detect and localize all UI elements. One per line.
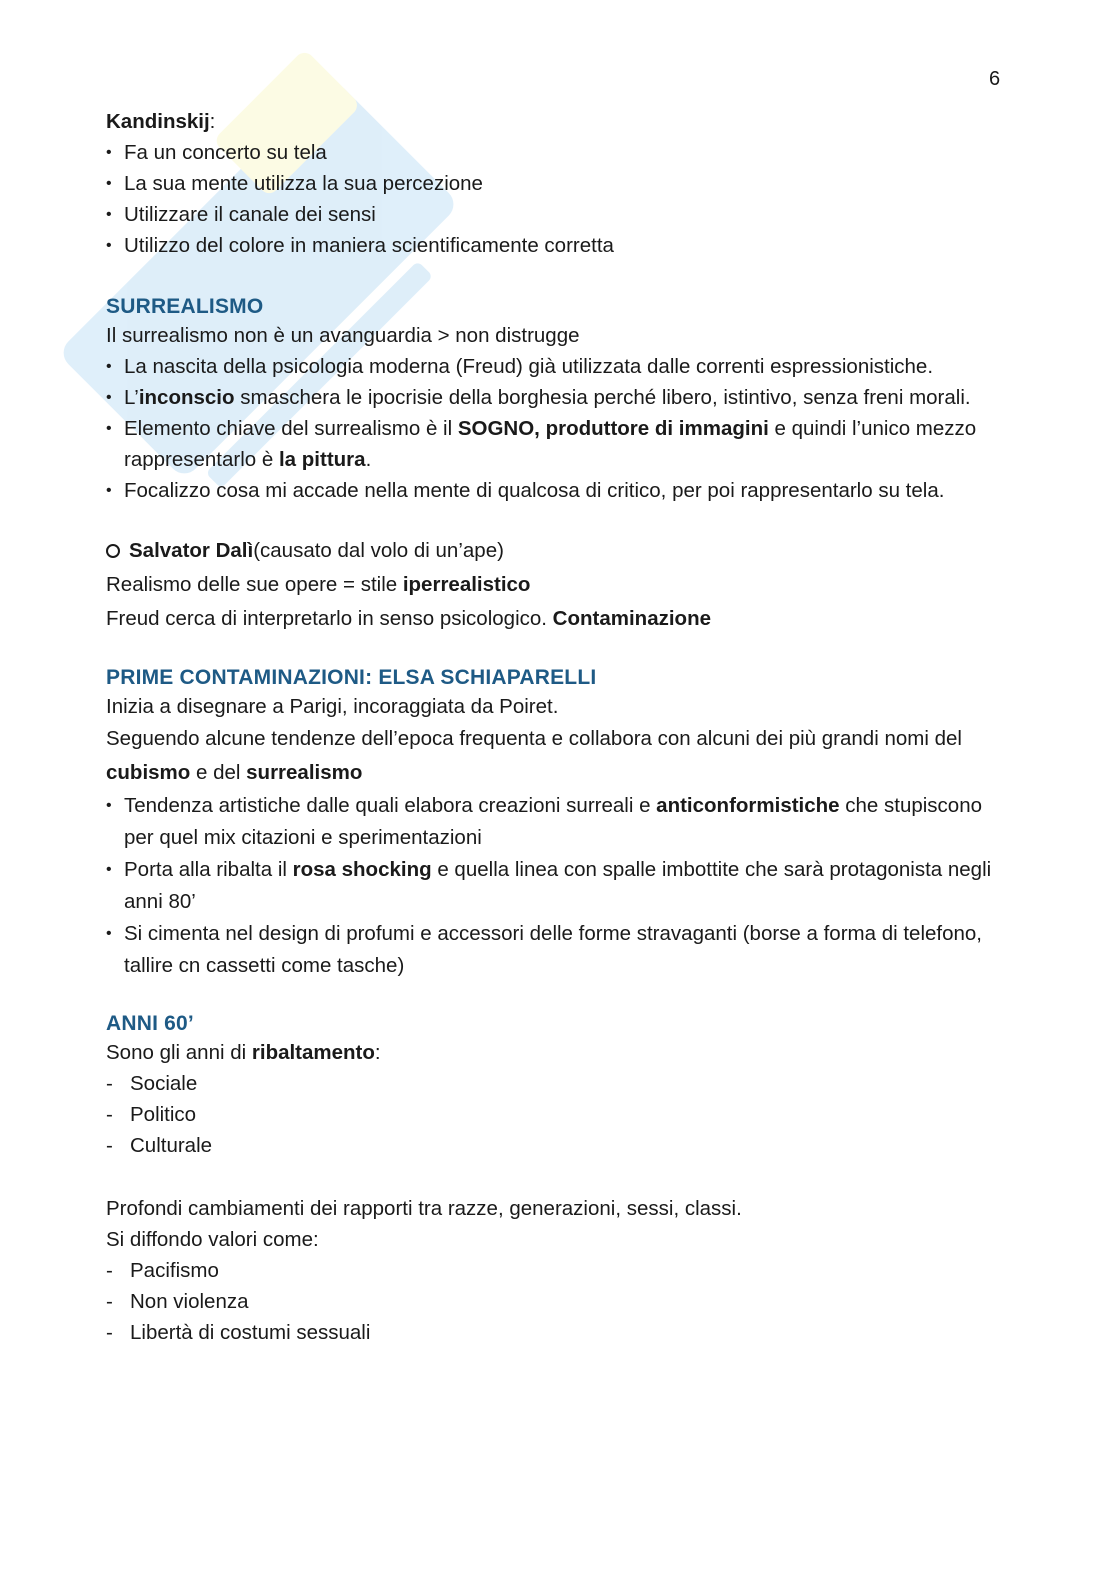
dali-line: Salvator Dalì (causato dal volo di un’ape) [106,534,1006,568]
list-item: • Utilizzo del colore in maniera scientificamente corretta [106,230,1006,261]
list-item: • La nascita della psicologia moderna (Freud) già utilizzata dalle correnti espressionistiche. [106,351,1006,382]
list-item: • Porta alla ribalta il rosa shocking e quella linea con spalle imbottite che sarà protagonista negli anni 80’ [106,854,1006,918]
list-item: • Elemento chiave del surrealismo è il SOGNO, produttore di immagini e quindi l’unico mezzo rappresentarlo è la pittura. [106,413,1006,475]
kandinskij-list [106,137,1006,261]
list-item: • Fa un concerto su tela [106,137,1006,168]
surrealismo-list [106,351,1006,506]
list-item: • L’inconscio smaschera le ipocrisie della borghesia perché libero, istintivo, senza freni morali. [106,382,1006,413]
list-item: - Sociale [106,1068,1006,1099]
list-item: • Utilizzare il canale dei sensi [106,199,1006,230]
page-number: 6 [989,68,1001,90]
anni60-list-ribaltamento [106,1068,1006,1161]
dali-freud: Freud cerca di interpretarlo in senso psicologico. Contaminazione [106,607,711,630]
schiaparelli-p2: Seguendo alcune tendenze dell’epoca frequenta e collabora con alcuni dei più grandi nomi del cubismo e del surrealismo [106,727,962,784]
surrealismo-intro: Il surrealismo non è un avanguardia > non distrugge [106,324,580,347]
anni60-p1: Profondi cambiamenti dei rapporti tra razze, generazioni, sessi, classi. [106,1197,742,1220]
list-item: - Politico [106,1099,1006,1130]
schiaparelli-p1: Inizia a disegnare a Parigi, incoraggiata da Poiret. [106,695,559,718]
list-item: - Culturale [106,1130,1006,1161]
kandinskij-title: Kandinskij: [106,110,216,133]
list-item: • Tendenza artistiche dalle quali elabora creazioni surreali e anticonformistiche che stupiscono per quel mix citazioni e sperimentazioni [106,790,1006,854]
list-item: • La sua mente utilizza la sua percezione [106,168,1006,199]
list-item: - Libertà di costumi sessuali [106,1317,1006,1348]
list-item: - Pacifismo [106,1255,1006,1286]
section-heading-schiaparelli: PRIME CONTAMINAZIONI: ELSA SCHIAPARELLI [106,666,597,689]
anni60-list-valori [106,1255,1006,1348]
list-item: - Non violenza [106,1286,1006,1317]
anni60-intro: Sono gli anni di ribaltamento: [106,1041,381,1064]
schiaparelli-list [106,790,1006,982]
anni60-p2: Si diffondo valori come: [106,1228,319,1251]
list-item: • Focalizzo cosa mi accade nella mente di qualcosa di critico, per poi rappresentarlo su tela. [106,475,1006,506]
dali-realism: Realismo delle sue opere = stile iperrealistico [106,573,531,596]
section-heading-surrealismo: SURREALISMO [106,295,264,318]
document-body [106,106,1006,1348]
list-item: • Si cimenta nel design di profumi e accessori delle forme stravaganti (borse a forma di telefono, tallire cn cassetti come tasche) [106,918,1006,982]
section-heading-anni-60: ANNI 60’ [106,1012,194,1035]
circle-bullet-icon [106,544,120,558]
